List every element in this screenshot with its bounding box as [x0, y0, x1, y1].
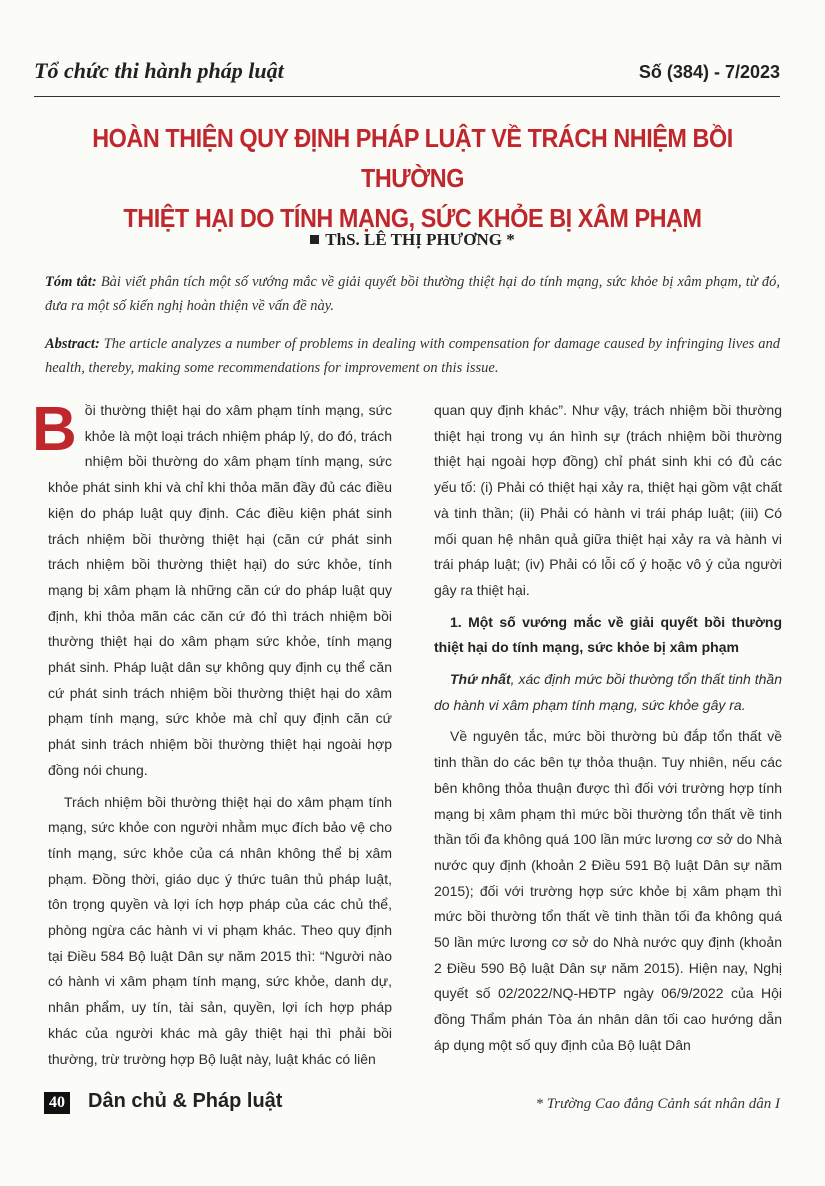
publication-name: Dân chủ & Pháp luật — [88, 1090, 283, 1112]
paragraph: Trách nhiệm bồi thường thiệt hại do xâm phạm tính mạng, sức khỏe con người nhằm mục đích bảo vệ cho tính mạng, sức khỏe của cá nhân không thể bị xâm phạm. Đồng thời, giáo dục ý thức tuân thủ pháp luật, tôn trọng quyền và lợi ích hợp pháp của các chủ thể, phòng ngừa các hành vi vi phạm khác. Theo quy định tại Điều 584 Bộ luật Dân sự năm 2015 thì: “Người nào có hành vi xâm phạm tính mạng, sức khỏe, danh dự, nhân phẩm, uy tín, tài sản, quyền, lợi ích hợp pháp khác của người khác mà gây thiệt hại thì phải bồi thường, trừ trường hợp Bộ luật này, luật khác có liên — [48, 793, 392, 1067]
abstract-label: Abstract: — [45, 336, 100, 352]
drop-cap: B — [32, 395, 77, 464]
paragraph: quan quy định khác”. Như vậy, trách nhiệm bồi thường thiệt hại trong vụ án hình sự (trách nhiệm bồi thường thiệt hại ngoài hợp đồng) chỉ phát sinh khi có đủ các yếu tố: (i) Phải có thiệt hại xảy ra, thiệt hại gồm vật chất và tinh thần; (ii) Phải có hành vi trái pháp luật; (iii) Có mối quan hệ nhân quả giữa thiệt hại xảy ra và hành vi trái pháp luật; (iv) Phải có lỗi cố ý hoặc vô ý của người gây ra thiệt hại. — [434, 402, 782, 598]
paragraph: Về nguyên tắc, mức bồi thường bù đắp tổn thất về tinh thần do các bên tự thỏa thuận. Tuy nhiên, nếu các bên không thỏa thuận được thì đối với trường hợp tính mạng bị xâm phạm thì mức bồi thường tổn thất về tinh thần tối đa không quá 100 lần mức lương cơ sở do Nhà nước quy định (khoản 2 Điều 591 Bộ luật Dân sự năm 2015); đối với trường hợp sức khỏe bị xâm phạm thì mức bồi thường tổn thất về tinh thần tối đa không quá 50 lần mức lương cơ sở do Nhà nước quy định (khoản 2 Điều 590 Bộ luật Dân sự năm 2015). Hiện nay, Nghị quyết số 02/2022/NQ-HĐTP ngày 06/9/2022 của Hội đồng Thẩm phán Tòa án nhân dân tối cao hướng dẫn áp dụng một số quy định của Bộ luật Dân — [434, 728, 782, 1053]
article-title — [68, 118, 757, 238]
header-divider — [34, 96, 780, 97]
right-column — [434, 398, 782, 1065]
summary-block — [45, 270, 780, 318]
issue-number: Số (384) - 7/2023 — [638, 62, 780, 82]
section-title: Tổ chức thi hành pháp luật — [34, 58, 284, 83]
paragraph: Bồi thường thiệt hại do xâm phạm tính mạng, sức khỏe là một loại trách nhiệm pháp lý, do đó, trách nhiệm bồi thường do xâm phạm tính mạng, sức khỏe phát sinh khi và chỉ khi thỏa mãn đầy đủ các điều kiện do pháp luật quy định. Các điều kiện phát sinh trách nhiệm bồi thường thiệt hại (căn cứ phát sinh trách nhiệm bồi thường thiệt hại) do sức khỏe, tính mạng bị xâm phạm là những căn cứ do pháp luật quy định, khi thỏa mãn các căn cứ đó thì trách nhiệm bồi thường thiệt hại do xâm phạm sức khỏe, tính mạng phát sinh. Pháp luật dân sự không quy định cụ thể căn cứ phát sinh trách nhiệm bồi thường thiệt hại do xâm phạm tính mạng, sức khỏe mà chỉ quy định căn cứ phát sinh trách nhiệm bồi thường thiệt hại ngoài hợp đồng nói chung. — [32, 395, 392, 778]
author-line — [0, 230, 825, 250]
summary-text: Bài viết phân tích một số vướng mắc về giải quyết bồi thường thiệt hại do tính mạng, sức khỏe bị xâm phạm, từ đó, đưa ra một số kiến nghị hoàn thiện về vấn đề này. — [45, 274, 780, 314]
author-name: ThS. LÊ THỊ PHƯƠNG * — [325, 230, 515, 249]
left-column — [32, 395, 392, 1078]
title-line-2: THIỆT HẠI DO TÍNH MẠNG, SỨC KHỎE BỊ XÂM PHẠM — [123, 203, 702, 233]
abstract-block — [45, 332, 780, 380]
summary-label: Tóm tắt: — [45, 274, 97, 290]
author-affiliation-note: * Trường Cao đẳng Cảnh sát nhân dân I — [535, 1096, 780, 1112]
page-number: 40 — [44, 1092, 70, 1114]
title-line-1: HOÀN THIỆN QUY ĐỊNH PHÁP LUẬT VỀ TRÁCH NHIỆM BỒI THƯỜNG — [92, 123, 733, 193]
section-heading: 1. Một số vướng mắc về giải quyết bồi thường thiệt hại do tính mạng, sức khỏe bị xâm phạm — [434, 613, 782, 656]
subheading: Thứ nhất, xác định mức bồi thường tổn thất tinh thần do hành vi xâm phạm tính mạng, sức khỏe gây ra. — [434, 671, 782, 713]
abstract-text: The article analyzes a number of problems in dealing with compensation for damage caused by infringing lives and health, thereby, making some recommendations for improvement on this issue. — [45, 336, 781, 376]
bullet-square-icon — [310, 235, 319, 244]
